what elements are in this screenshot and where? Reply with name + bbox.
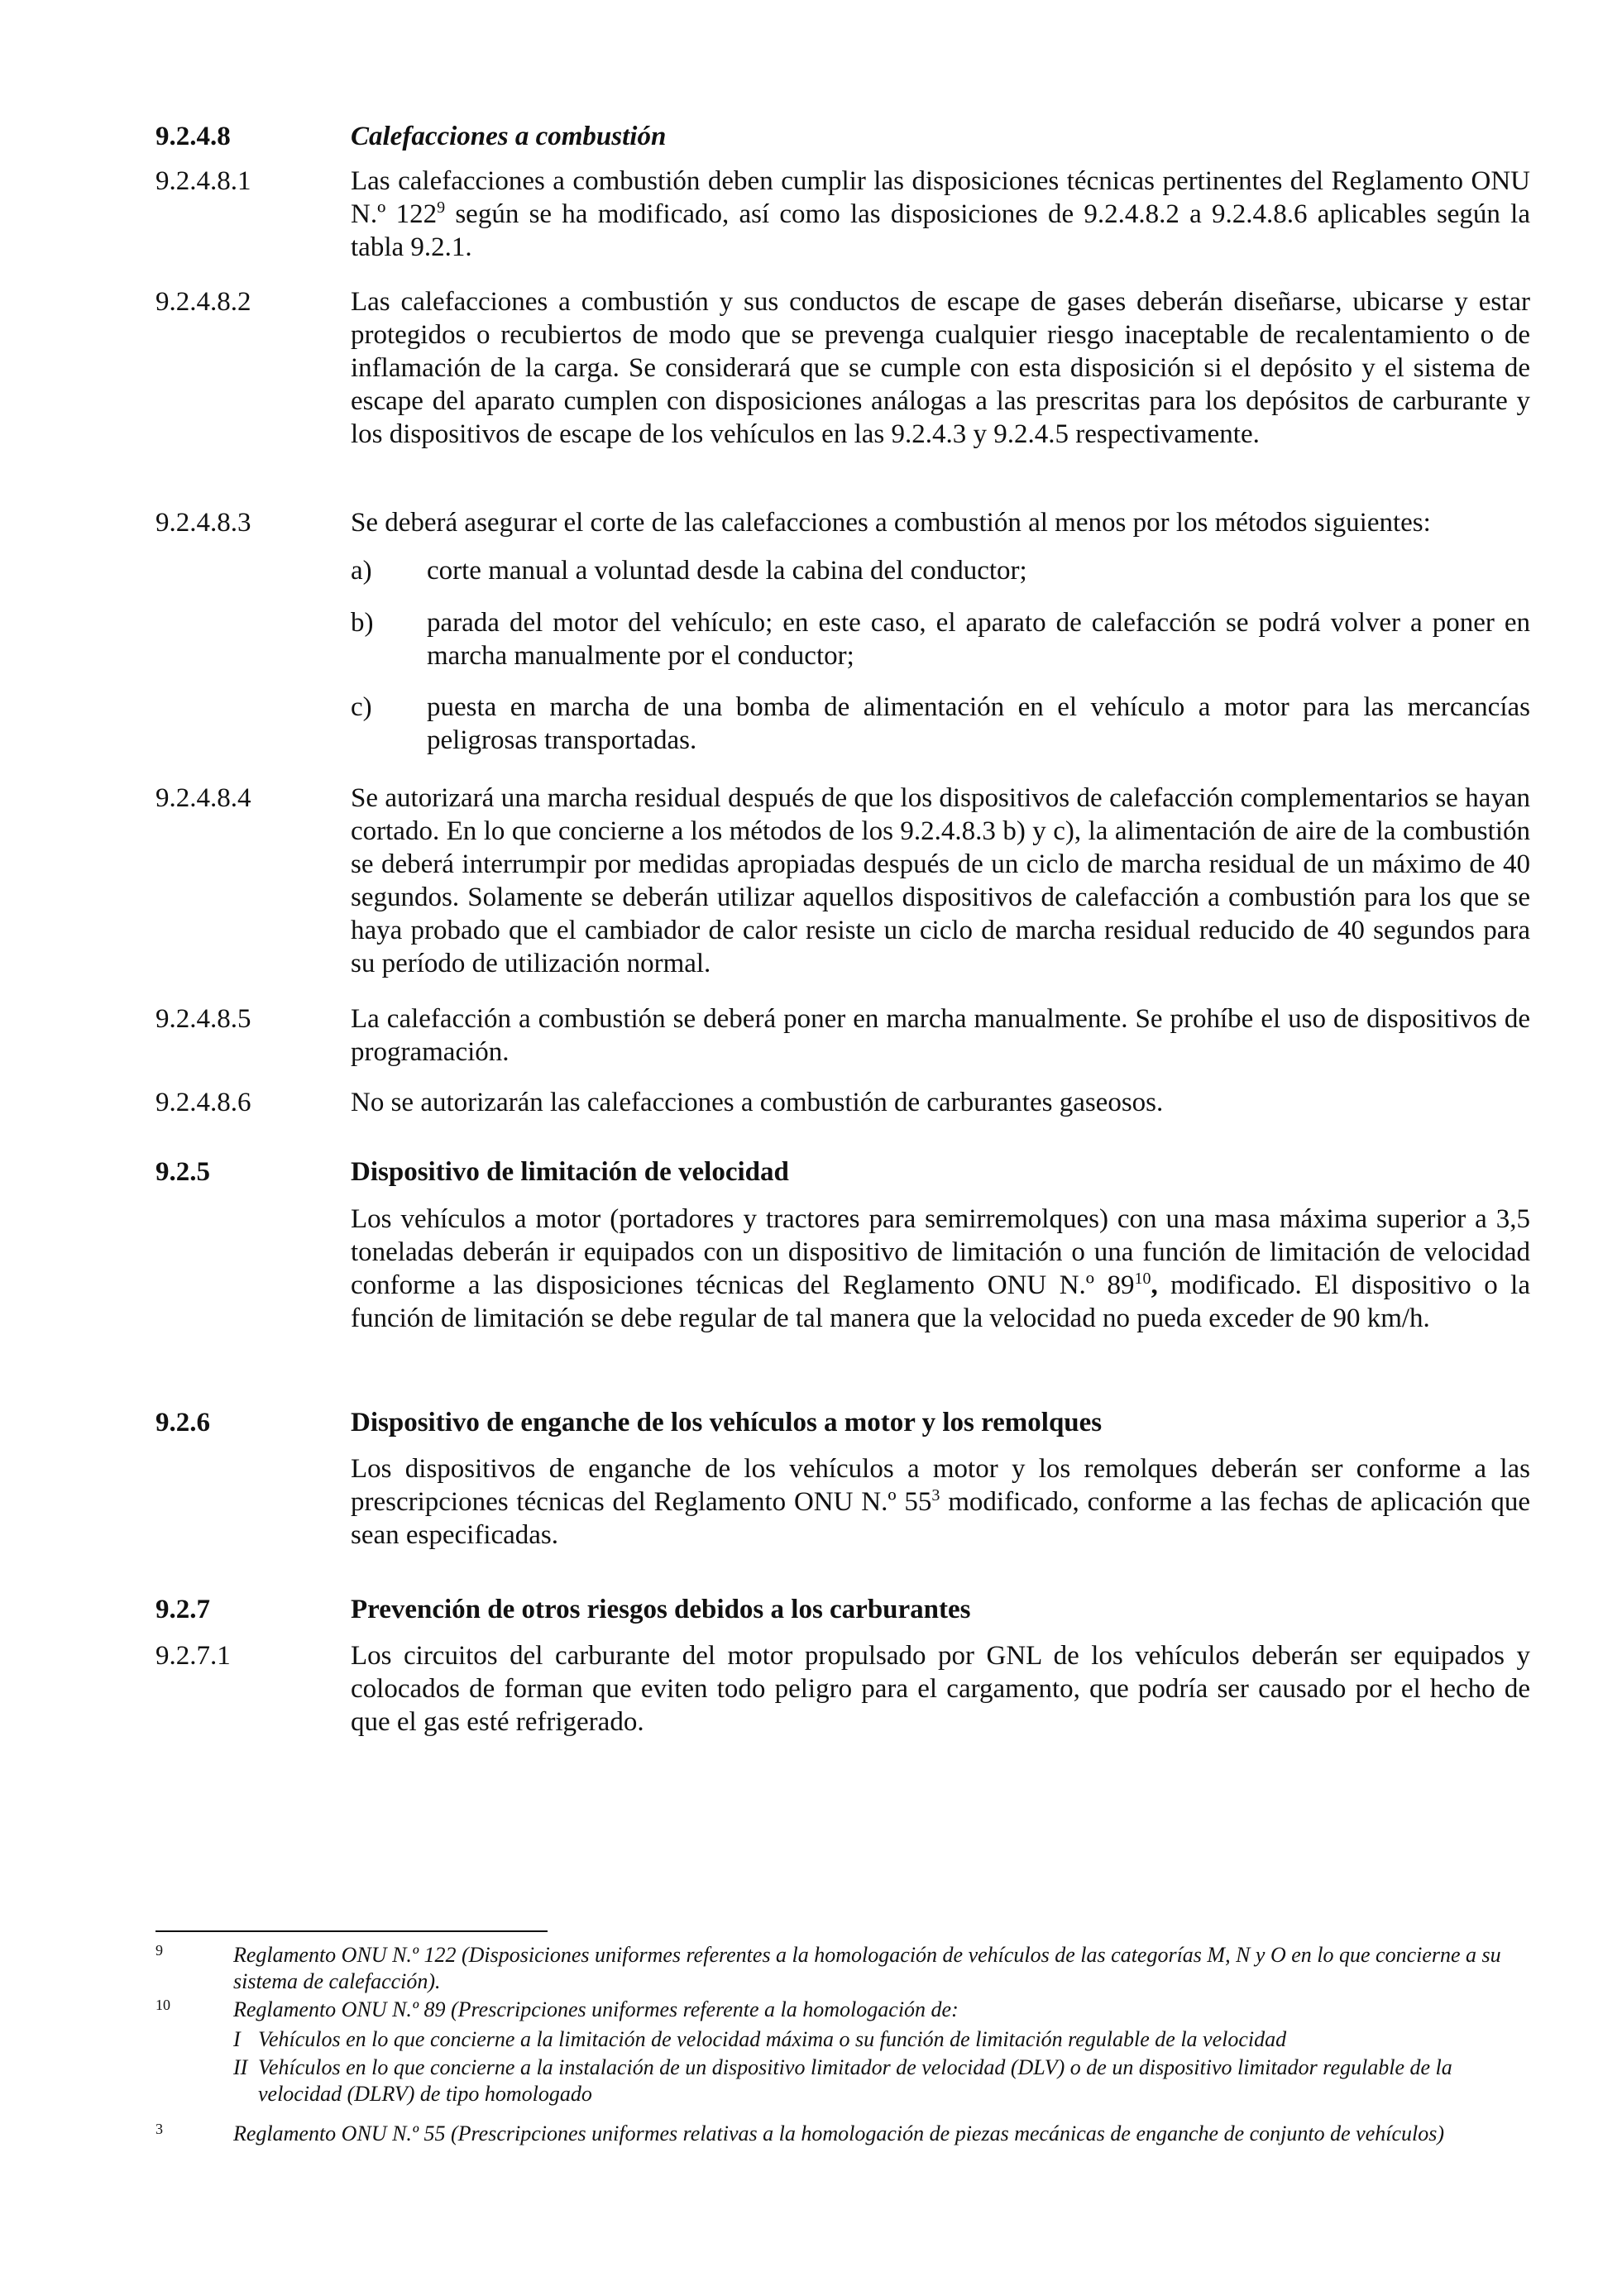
paragraph-text: [351, 1203, 1530, 1335]
paragraph-9-2-5: [156, 1203, 1530, 1335]
footnote-text: Reglamento ONU N.º 89 (Prescripciones uniformes referente a la homologación de:: [233, 1997, 959, 2021]
footnote-ref: 9: [437, 199, 446, 217]
footnote-text: Reglamento ONU N.º 122 (Disposiciones uniformes referentes a la homologación de vehículos de las categorías M, N y O en lo que concierne a su sistema de calefacción).: [233, 1943, 1501, 1993]
footnote-subitem-text: Vehículos en lo que concierne a la instalación de un dispositivo limitador de velocidad (DLV) o de un dispositivo limitador regulable de la velocidad (DLRV) de tipo homologado: [258, 2055, 1452, 2106]
footnote-9: [156, 1942, 1530, 2000]
footnote-10: [156, 1997, 1530, 2121]
section-number: 9.2.7: [156, 1595, 210, 1624]
paragraph-text: Las calefacciones a combustión y sus conductos de escape de gases deberán diseñarse, ubicarse y estar protegidos o recubiertos de modo que se prevenga cualquier riesgo inaceptable de recalentamiento o de inflamación de la carga. Se considerará que se cumple con esta disposición si el depósito y el sistema de escape del aparato cumplen con disposiciones análogas a las prescritas para los depósitos de carburante y los dispositivos de escape de los vehículos en las 9.2.4.3 y 9.2.4.5 respectivamente.: [351, 287, 1530, 449]
list-item-text: parada del motor del vehículo; en este caso, el aparato de calefacción se podrá volver a poner en marcha manualmente por el conductor;: [427, 608, 1530, 671]
paragraph-number: 9.2.7.1: [156, 1641, 231, 1671]
paragraph-9-2-4-8-3: [156, 506, 1530, 539]
paragraph-text-part: Los vehículos a motor (portadores y tractores para semirremolques) con una masa máxima superior a 3,5 toneladas deberán ir equipados con un dispositivo de limitación o una función de limitación de velocidad conforme a las disposiciones técnicas del Reglamento ONU N.º 89: [351, 1204, 1530, 1300]
paragraph-9-2-4-8-2: [156, 285, 1530, 451]
paragraph-9-2-6: [156, 1452, 1530, 1552]
paragraph-text-bold: ,: [1151, 1270, 1158, 1300]
section-9-2-4-8-heading: [156, 120, 1530, 153]
paragraph-text-part: Los dispositivos de enganche de los vehículos a motor y los remolques deberán ser conforme a las prescripciones técnicas del Reglamento ONU N.º 55: [351, 1454, 1530, 1517]
paragraph-text: [351, 1452, 1530, 1552]
footnote-subitem-number: I: [233, 2027, 241, 2051]
paragraph-text: Los circuitos del carburante del motor propulsado por GNL de los vehículos deberán ser equipados y colocados de forman que eviten todo peligro para el cargamento, que podría ser causado por el hecho de que el gas esté refrigerado.: [351, 1641, 1530, 1737]
paragraph-text-part: modificado, conforme a las fechas de aplicación que sean especificadas.: [351, 1487, 1530, 1550]
paragraph-number: 9.2.4.8.4: [156, 783, 251, 813]
section-number: 9.2.5: [156, 1157, 210, 1187]
paragraph-number: 9.2.4.8.2: [156, 287, 251, 317]
paragraph-9-2-4-8-6: [156, 1086, 1530, 1119]
section-9-2-5-heading: [156, 1155, 1530, 1189]
list-item-label: b): [351, 608, 374, 638]
paragraph-9-2-4-8-1: [156, 165, 1530, 264]
paragraph-9-2-7-1: [156, 1639, 1530, 1739]
paragraph-text-part: Las calefacciones a combustión deben cumplir las disposiciones técnicas pertinentes del Reglamento ONU N.º 122: [351, 166, 1530, 229]
paragraph-number-empty: [156, 1203, 351, 1335]
paragraph-number: 9.2.4.8.1: [156, 166, 251, 196]
list-item-label: c): [351, 692, 372, 722]
section-title: Dispositivo de enganche de los vehículos a motor y los remolques: [351, 1408, 1103, 1437]
list-item: [351, 691, 1530, 757]
section-title: Prevención de otros riesgos debidos a los carburantes: [351, 1595, 971, 1624]
footnote-3: [156, 2121, 1530, 2179]
paragraph-text-part: modificado. El dispositivo o la función de limitación se debe regular de tal manera que la velocidad no pueda exceder de 90 km/h.: [351, 1270, 1531, 1333]
paragraph-number-empty: [156, 1452, 351, 1552]
paragraph-text: No se autorizarán las calefacciones a combustión de carburantes gaseosos.: [351, 1088, 1164, 1117]
section-9-2-7-heading: [156, 1593, 1530, 1626]
section-title: Dispositivo de limitación de velocidad: [351, 1157, 789, 1187]
footnote-subitem-text: Vehículos en lo que concierne a la limitación de velocidad máxima o su función de limitación regulable de la velocidad: [258, 2027, 1287, 2051]
footnote-subitem-number: II: [233, 2055, 248, 2079]
section-number: 9.2.4.8: [156, 122, 231, 151]
list-item-text: puesta en marcha de una bomba de alimentación en el vehículo a motor para las mercancías peligrosas transportadas.: [427, 692, 1530, 755]
paragraph-number: 9.2.4.8.5: [156, 1004, 251, 1034]
section-number: 9.2.6: [156, 1408, 210, 1437]
footnote-ref: 10: [1134, 1270, 1151, 1288]
footnote-mark: 10: [156, 1997, 170, 2013]
footnote-subitem: [233, 2054, 1530, 2107]
footnote-mark: 3: [156, 2121, 163, 2137]
paragraph-number: 9.2.4.8.6: [156, 1088, 251, 1117]
list-item: [351, 554, 1530, 587]
list-item-label: a): [351, 556, 372, 586]
paragraph-number: 9.2.4.8.3: [156, 508, 251, 538]
paragraph-text: Se autorizará una marcha residual después de que los dispositivos de calefacción complementarios se hayan cortado. En lo que concierne a los métodos de los 9.2.4.8.3 b) y c), la alimentación de aire de la combustión se deberá interrumpir por medidas apropiadas después de un ciclo de marcha residual de un máximo de 40 segundos. Solamente se deberán utilizar aquellos dispositivos de calefacción a combustión para los que se haya probado que el cambiador de calor resiste un ciclo de marcha residual reducido de 40 segundos para su período de utilización normal.: [351, 783, 1530, 978]
footnote-separator: [156, 1930, 548, 1932]
paragraph-text: Se deberá asegurar el corte de las calefacciones a combustión al menos por los métodos siguientes:: [351, 508, 1431, 538]
paragraph-9-2-4-8-5: [156, 1002, 1530, 1069]
footnote-subitem: [233, 2026, 1530, 2053]
list-item-text: corte manual a voluntad desde la cabina del conductor;: [427, 556, 1027, 586]
paragraph-text: La calefacción a combustión se deberá poner en marcha manualmente. Se prohíbe el uso de dispositivos de programación.: [351, 1004, 1530, 1067]
paragraph-text: [351, 165, 1530, 264]
paragraph-9-2-4-8-4: [156, 782, 1530, 980]
section-9-2-6-heading: [156, 1406, 1530, 1439]
list-item: [351, 606, 1530, 672]
footnote-mark: 9: [156, 1942, 163, 1959]
section-title: Calefacciones a combustión: [351, 122, 667, 151]
paragraph-text-part: según se ha modificado, así como las disposiciones de 9.2.4.8.2 a 9.2.4.8.6 aplicables según la tabla 9.2.1.: [351, 199, 1530, 262]
footnote-ref: 3: [931, 1486, 940, 1504]
footnote-text: Reglamento ONU N.º 55 (Prescripciones uniformes relativas a la homologación de piezas mecánicas de enganche de conjunto de vehículos): [233, 2121, 1444, 2145]
